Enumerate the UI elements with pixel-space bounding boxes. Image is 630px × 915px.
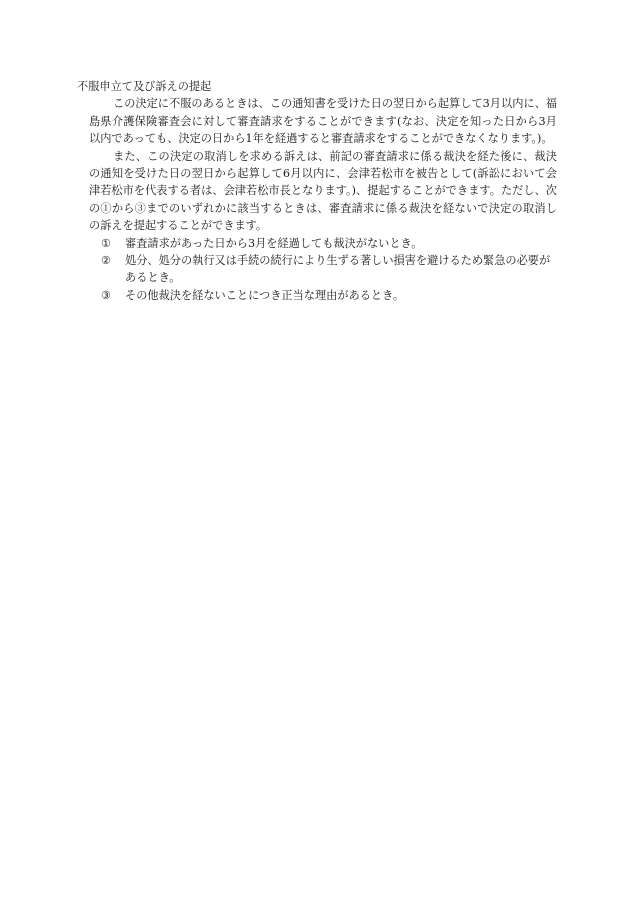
list-item-text: その他裁決を経ないことにつき正当な理由があるとき。 <box>125 288 405 302</box>
exception-list <box>77 235 557 305</box>
paragraph-lawsuit-notice: また、この決定の取消しを求める訴えは、前記の審査請求に係る裁決を経た後に、裁決の通知を受けた日の翌日から起算して6月以内に、会津若松市を被告として(訴訟において会津若松市を代表する者は、会津若松市長となります。)、提起することができます。ただし、次の①から③までのいずれかに該当するときは、審査請求に係る裁決を経ないで決定の取消しの訴えを提起することができます。 <box>89 149 557 233</box>
list-item <box>101 287 557 304</box>
list-item-number: ① <box>101 236 112 250</box>
section-title: 不服申立て及び訴えの提起 <box>77 80 212 93</box>
list-item <box>101 235 557 252</box>
list-item-number: ③ <box>101 288 112 302</box>
list-item-number: ② <box>101 254 112 268</box>
list-item-text: 処分、処分の執行又は手続の続行により生ずる著しい損害を避けるため緊急の必要があるとき。 <box>125 254 551 285</box>
paragraph-appeal-notice: この決定に不服のあるときは、この通知書を受けた日の翌日から起算して3月以内に、福島県介護保険審査会に対して審査請求をすることができます(なお、決定を知った日から3月以内であっても、決定の日から1年を経過すると審査請求をすることができなくなります。)。 <box>89 97 557 146</box>
list-item-text: 審査請求があった日から3月を経過しても裁決がないとき。 <box>125 236 423 250</box>
document-body <box>77 78 557 304</box>
list-item <box>101 252 557 287</box>
